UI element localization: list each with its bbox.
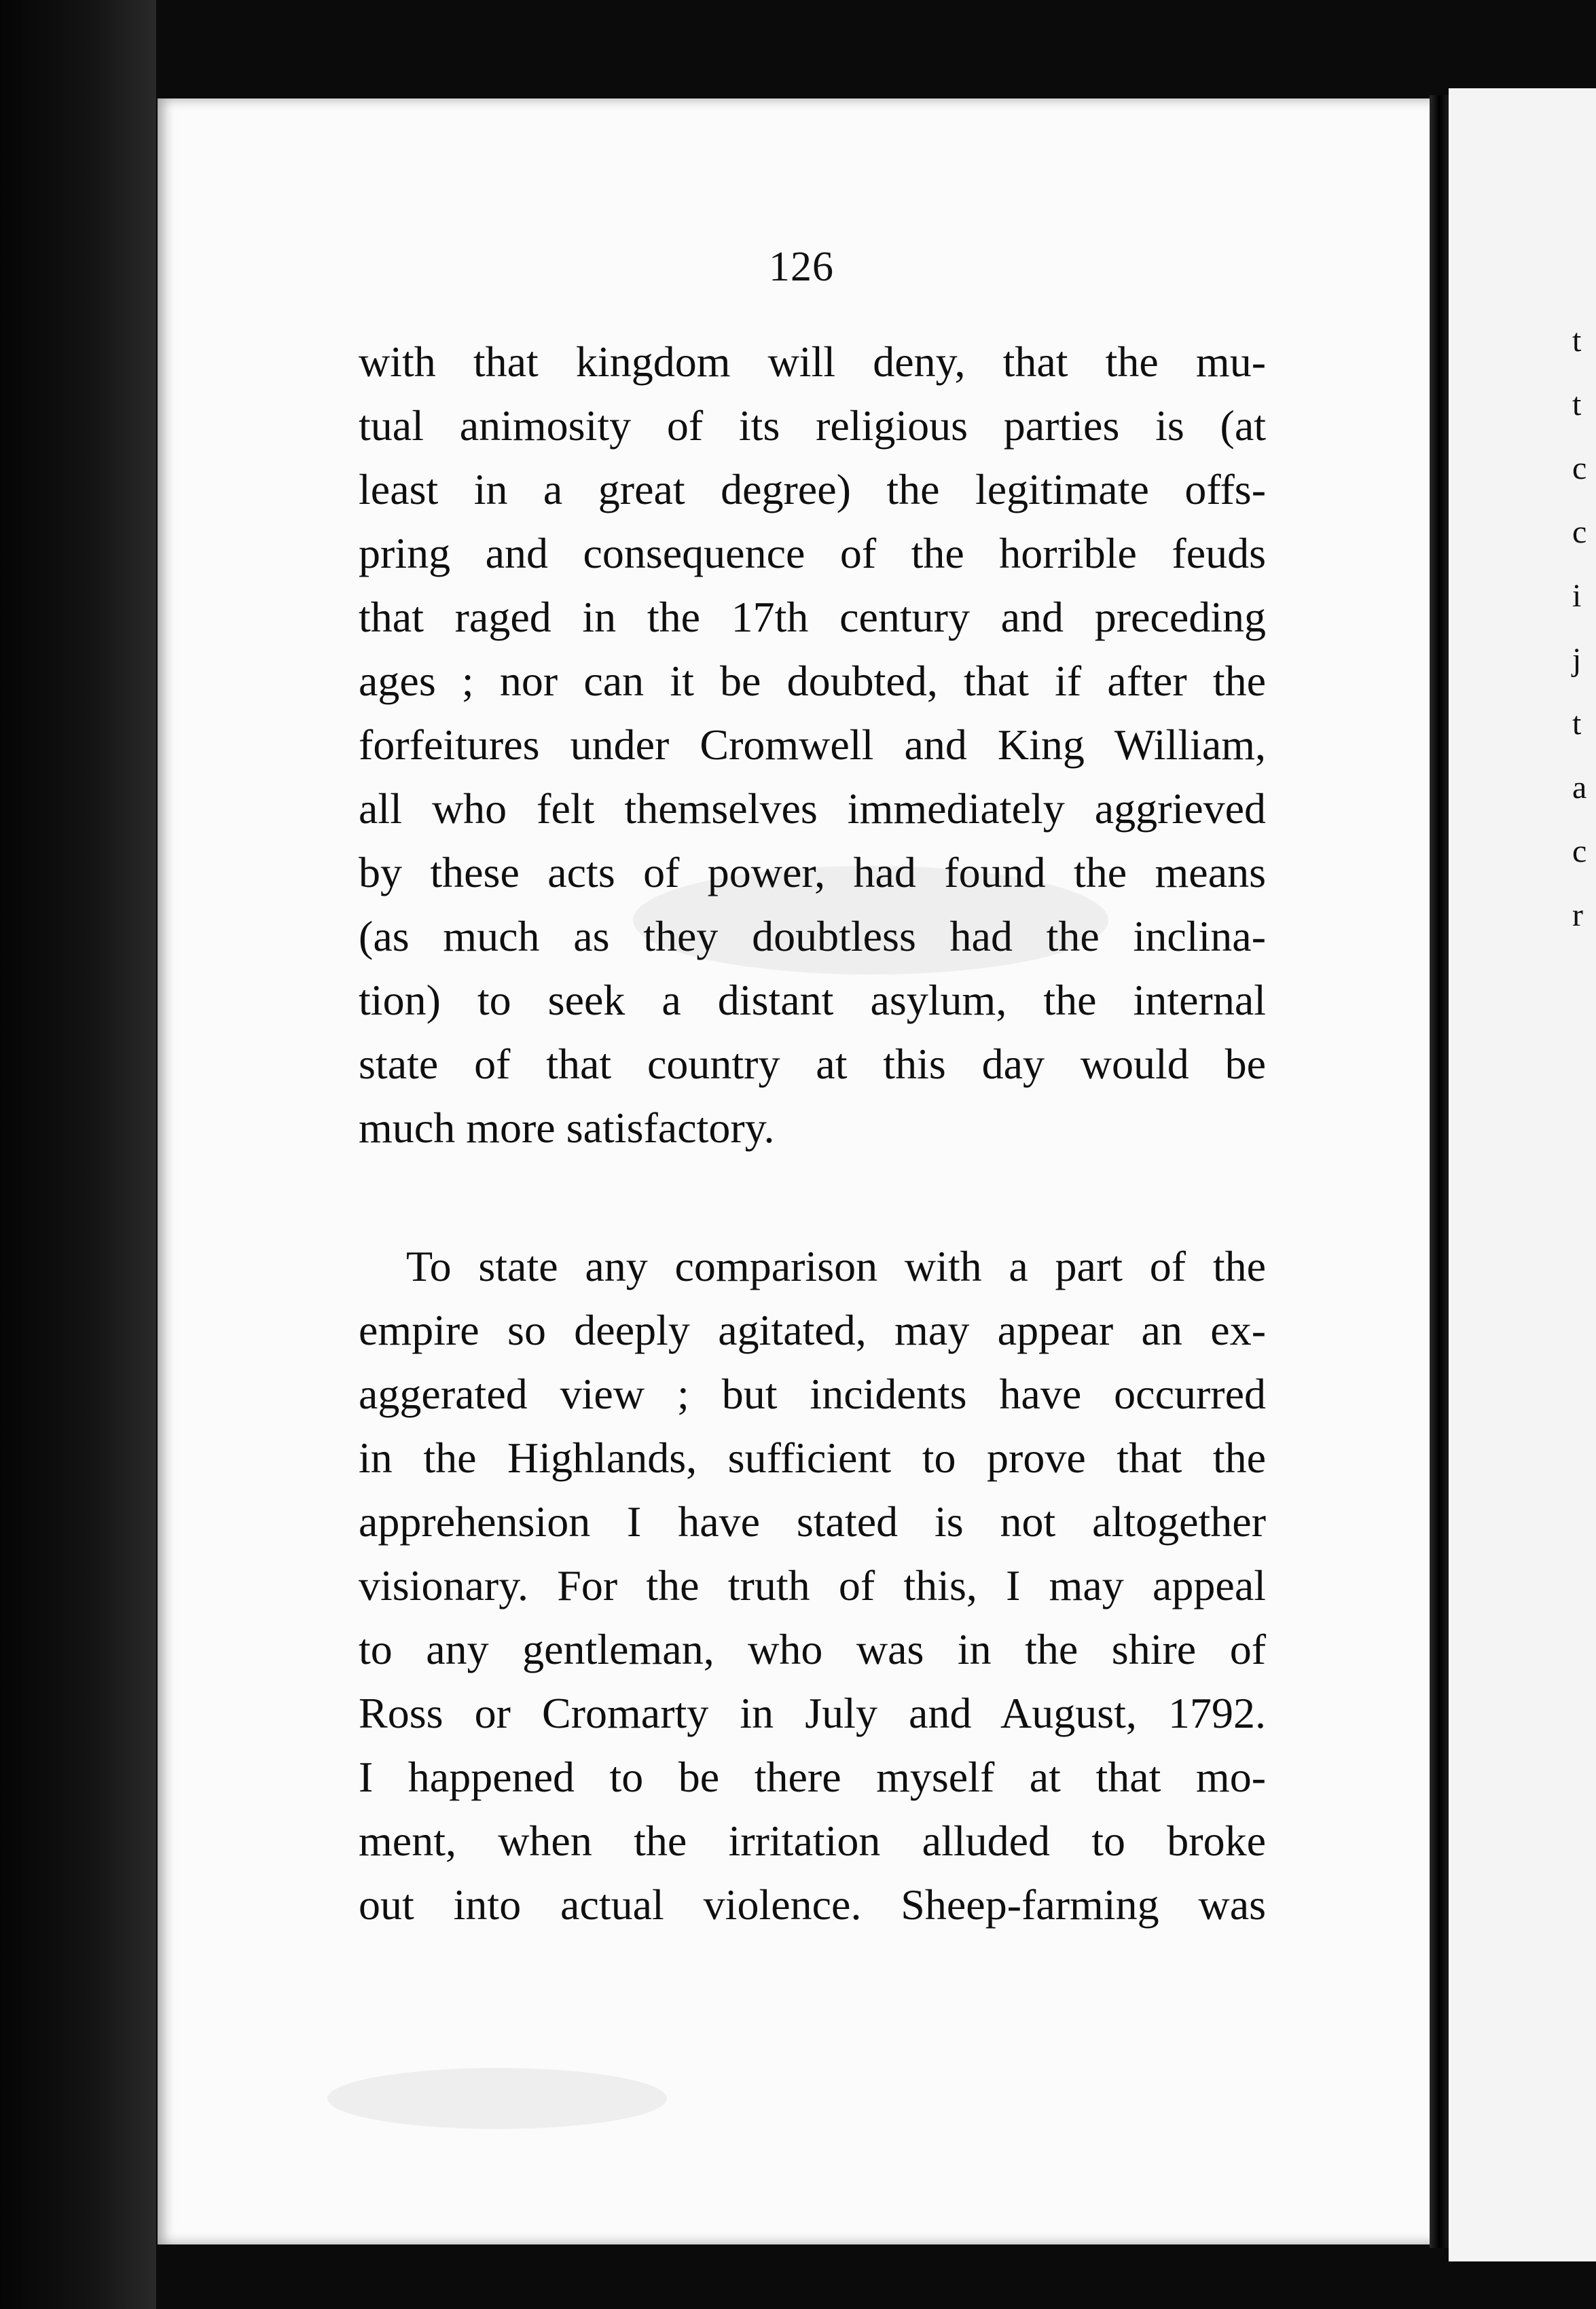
adjacent-page-text: [1572, 309, 1593, 947]
text-line: tion) to seek a distant asylum, the internal: [359, 976, 1266, 1024]
text-line: (as much as they doubtless had the inclina-: [359, 912, 1266, 960]
text-line: in the Highlands, sufficient to prove that the: [359, 1434, 1266, 1482]
page-number: 126: [769, 244, 834, 290]
adjacent-page-fragment: j: [1572, 642, 1582, 678]
adjacent-page-fragment: i: [1572, 578, 1582, 614]
text-line: visionary. For the truth of this, I may appeal: [359, 1561, 1266, 1610]
text-line: forfeitures under Cromwell and King William,: [359, 721, 1266, 769]
text-line: pring and consequence of the horrible feuds: [359, 529, 1266, 577]
adjacent-page-fragment: c: [1572, 514, 1587, 550]
text-line: I happened to be there myself at that mo-: [359, 1753, 1266, 1801]
paragraph-gap: [359, 1160, 1266, 1235]
text-line: all who felt themselves immediately aggrieved: [359, 784, 1266, 833]
text-line: ment, when the irritation alluded to broke: [359, 1817, 1266, 1865]
text-line: much more satisfactory.: [359, 1104, 775, 1152]
text-line: Ross or Cromarty in July and August, 1792.: [359, 1689, 1266, 1737]
text-line: out into actual violence. Sheep-farming was: [359, 1880, 1266, 1929]
book-left-edge: [0, 0, 156, 2309]
text-line: least in a great degree) the legitimate offs-: [359, 465, 1266, 513]
text-line: by these acts of power, had found the means: [359, 848, 1266, 896]
text-line: with that kingdom will deny, that the mu-: [359, 338, 1266, 386]
text-line: that raged in the 17th century and preceding: [359, 593, 1266, 641]
text-line: empire so deeply agitated, may appear an ex-: [359, 1306, 1266, 1354]
text-line: tual animosity of its religious parties is (at: [359, 401, 1266, 450]
text-line: to any gentleman, who was in the shire of: [359, 1625, 1266, 1673]
page-gutter: [1430, 95, 1449, 2248]
adjacent-page-fragment: c: [1572, 450, 1587, 486]
text-line: state of that country at this day would be: [359, 1040, 1266, 1088]
text-line: To state any comparison with a part of the: [406, 1242, 1266, 1290]
paragraph-1: [359, 330, 1266, 1160]
bleed-through-smudge: [327, 2068, 667, 2129]
body-text: [359, 330, 1266, 1937]
adjacent-page-fragment: t: [1572, 386, 1582, 422]
adjacent-page-fragment: a: [1572, 769, 1587, 805]
text-line: apprehension I have stated is not altogether: [359, 1497, 1266, 1546]
adjacent-page-fragment: r: [1572, 897, 1583, 933]
paragraph-2: [359, 1235, 1266, 1937]
text-line: aggerated view ; but incidents have occurred: [359, 1370, 1266, 1418]
adjacent-page-fragment: c: [1572, 833, 1587, 869]
text-line: ages ; nor can it be doubted, that if after the: [359, 657, 1266, 705]
adjacent-page-fragment: t: [1572, 323, 1582, 359]
adjacent-page-fragment: t: [1572, 706, 1582, 742]
